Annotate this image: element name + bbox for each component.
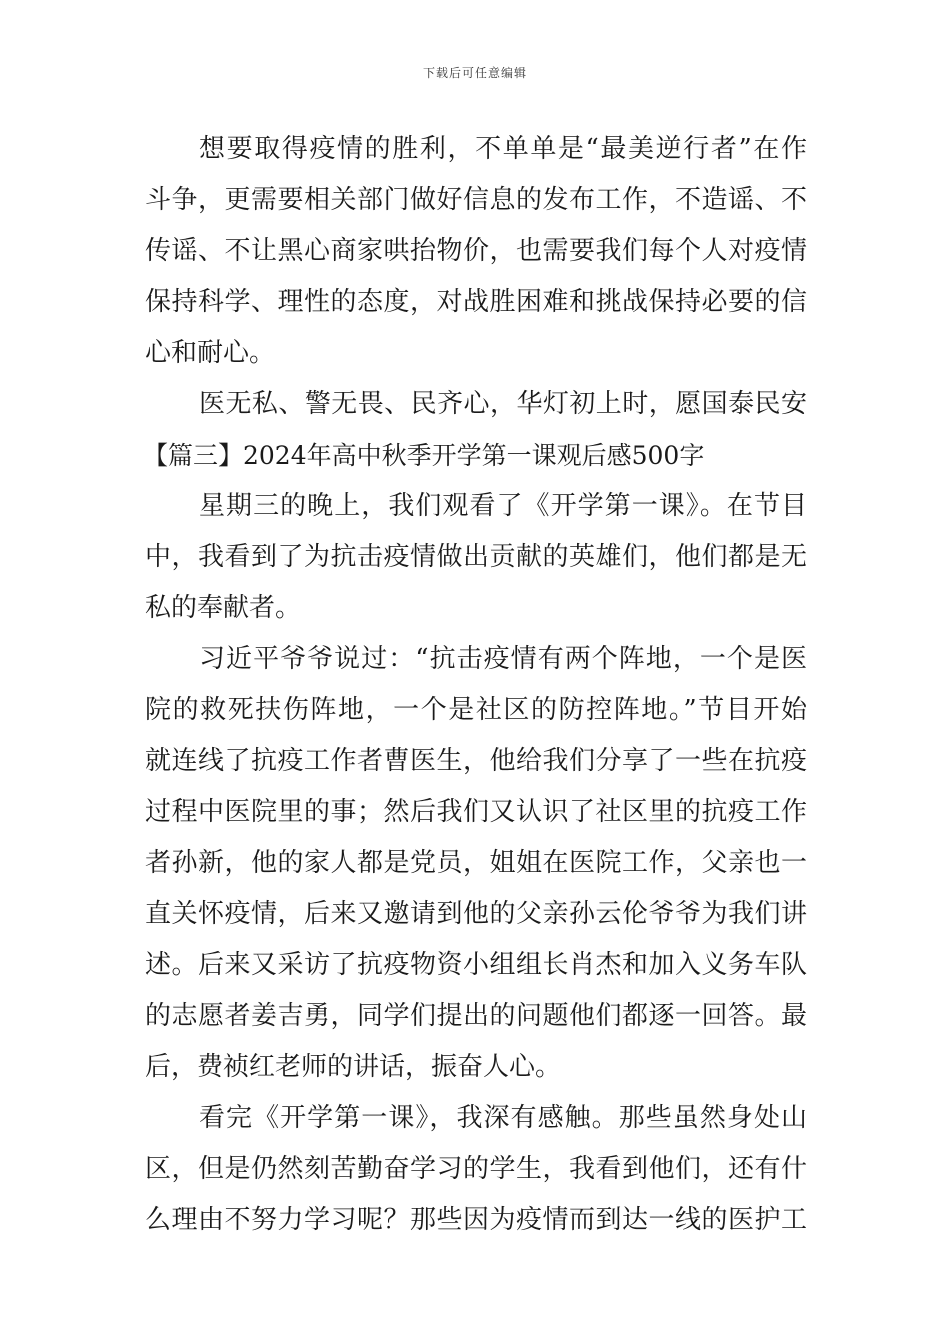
section-heading: 【篇三】2024年高中秋季开学第一课观后感500字 (143, 441, 705, 470)
text-line: 中，我看到了为抗击疫情做出贡献的英雄们，他们都是无 (145, 542, 807, 572)
text-line: 习近平爷爷说过：“抗击疫情有两个阵地，一个是医 (199, 644, 807, 674)
text-line: 星期三的晚上，我们观看了《开学第一课》。在节目 (199, 491, 807, 521)
text-line: 就连线了抗疫工作者曹医生，他给我们分享了一些在抗疫 (145, 746, 807, 776)
text-line: 者孙新，他的家人都是党员，姐姐在医院工作，父亲也一 (145, 848, 807, 878)
text-line: 看完《开学第一课》，我深有感触。那些虽然身处山 (199, 1103, 807, 1133)
text-line: 过程中医院里的事；然后我们又认识了社区里的抗疫工作 (145, 797, 807, 827)
text-line: 述。后来又采访了抗疫物资小组组长肖杰和加入义务车队 (145, 950, 807, 980)
text-line: 斗争，更需要相关部门做好信息的发布工作，不造谣、不 (145, 185, 807, 215)
text-line: 心和耐心。 (145, 338, 276, 368)
text-line: 区，但是仍然刻苦勤奋学习的学生，我看到他们，还有什 (145, 1154, 807, 1184)
text-line: 的志愿者姜吉勇，同学们提出的问题他们都逐一回答。最 (145, 1001, 807, 1031)
document-body (145, 124, 807, 1246)
text-line: 后，费祯红老师的讲话，振奋人心。 (145, 1052, 562, 1082)
text-line: 么理由不努力学习呢？那些因为疫情而到达一线的医护工 (145, 1205, 807, 1235)
text-line: 想要取得疫情的胜利，不单单是“最美逆行者”在作 (199, 134, 807, 164)
text-line: 医无私、警无畏、民齐心，华灯初上时，愿国泰民安 (199, 389, 807, 419)
text-line: 直关怀疫情，后来又邀请到他的父亲孙云伦爷爷为我们讲 (145, 899, 807, 929)
text-line: 院的救死扶伤阵地，一个是社区的防控阵地。”节目开始 (145, 695, 807, 725)
text-line: 传谣、不让黑心商家哄抬物价，也需要我们每个人对疫情 (145, 236, 807, 266)
text-line: 保持科学、理性的态度，对战胜困难和挑战保持必要的信 (145, 287, 807, 317)
page-header-note: 下载后可任意编辑 (422, 66, 527, 80)
text-line: 私的奉献者。 (145, 593, 302, 623)
